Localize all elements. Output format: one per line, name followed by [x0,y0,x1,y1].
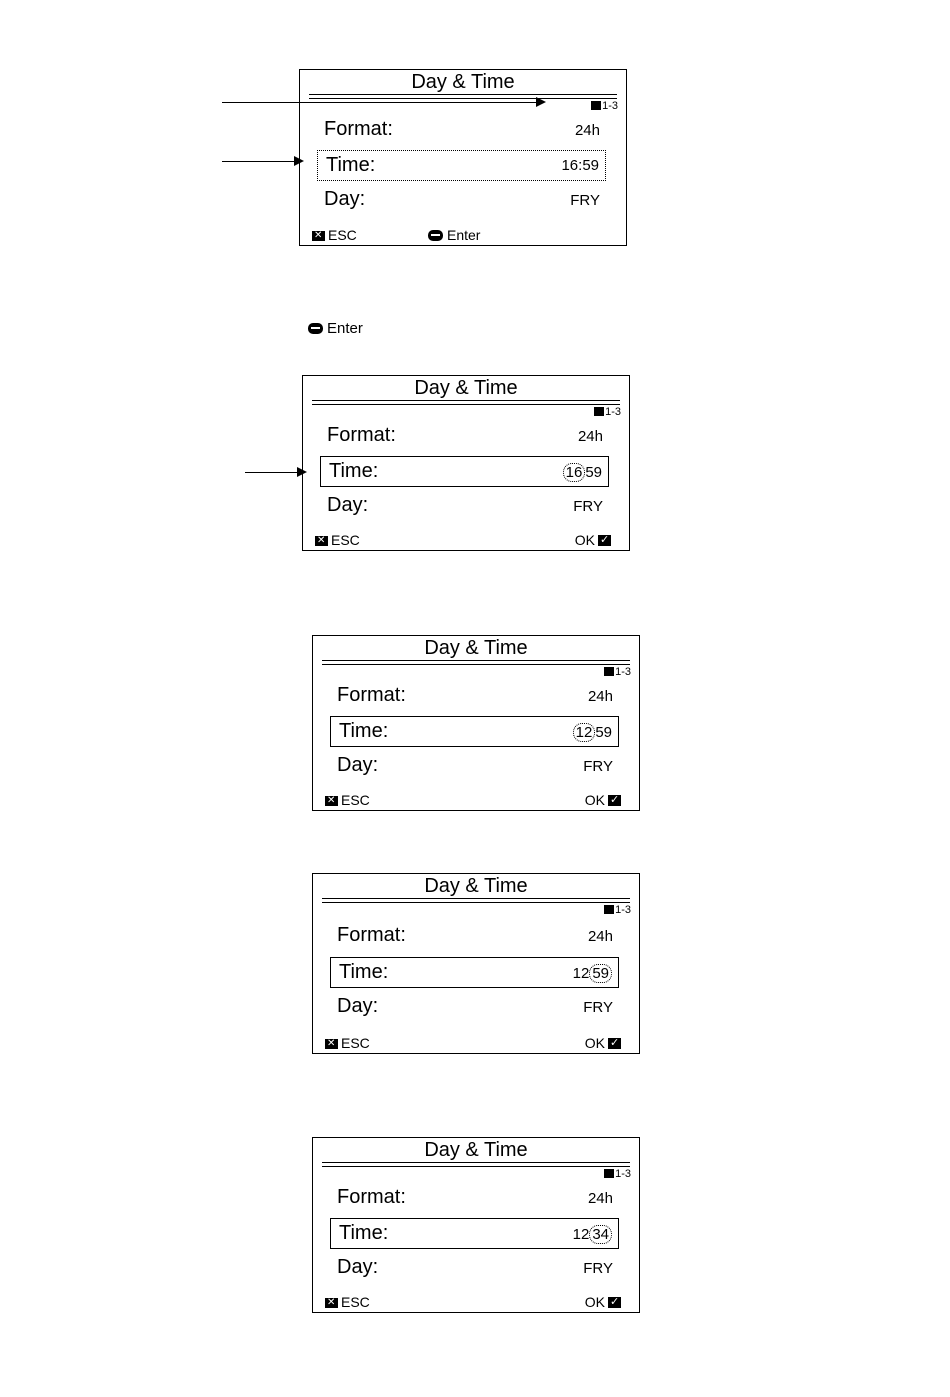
screen-3 [312,635,640,811]
esc-button[interactable]: ✕ESC [325,792,370,808]
time-label: Time: [339,961,389,983]
day-value[interactable]: FRY [573,498,603,515]
esc-icon [315,536,328,546]
format-value[interactable]: 24h [587,688,613,705]
pointer-arrow-time [245,472,305,473]
format-label: Format: [327,424,396,446]
ok-button[interactable]: OK✓ [585,1035,621,1051]
esc-icon [312,231,325,241]
screen-title: Day & Time [414,377,518,399]
ok-icon [608,795,621,806]
time-row[interactable] [330,716,619,747]
day-value[interactable]: FRY [583,1260,613,1277]
time-label: Time: [339,1222,389,1244]
day-label: Day: [327,494,369,516]
screen-5 [312,1137,640,1313]
format-label: Format: [324,118,393,140]
time-row[interactable] [330,1218,619,1249]
format-label: Format: [337,684,406,706]
page-indicator: 1-3 [604,1168,631,1180]
time-label: Time: [329,460,379,482]
screen-1 [299,69,627,246]
screen-title: Day & Time [424,875,528,897]
screen-2 [302,375,630,551]
esc-button[interactable]: ✕ESC [325,1035,370,1051]
time-label: Time: [339,720,389,742]
pointer-arrow-time [222,161,302,162]
day-value[interactable]: FRY [570,192,600,209]
hour-field[interactable]: 12 [572,1226,590,1243]
page-icon [594,407,604,416]
time-row[interactable] [317,150,606,181]
minute-field[interactable]: 59 [595,724,612,741]
ok-icon [608,1038,621,1049]
time-value[interactable] [573,723,612,742]
format-value[interactable]: 24h [577,428,603,445]
page-indicator: 1-3 [591,100,618,112]
format-value[interactable]: 24h [574,122,600,139]
hour-field[interactable]: 12 [573,723,596,742]
format-value[interactable]: 24h [587,1190,613,1207]
time-label: Time: [326,154,376,176]
day-label: Day: [324,188,366,210]
day-label: Day: [337,995,379,1017]
ok-icon [598,535,611,546]
page-icon [604,667,614,676]
esc-button[interactable]: ✕ESC [325,1294,370,1310]
ok-button[interactable]: OK✓ [585,1294,621,1310]
page-indicator: 1-3 [594,406,621,418]
enter-icon [308,323,323,334]
page-icon [591,101,601,110]
format-value[interactable]: 24h [587,928,613,945]
title-divider [309,94,617,99]
time-row[interactable] [330,957,619,988]
screen-4 [312,873,640,1054]
page-icon [604,905,614,914]
title-divider [312,400,620,405]
screen-title: Day & Time [424,637,528,659]
pointer-arrow-page [222,102,544,103]
day-label: Day: [337,1256,379,1278]
ok-icon [608,1297,621,1308]
title-divider [322,1162,630,1167]
time-row[interactable] [320,456,609,487]
time-value[interactable] [573,1225,612,1244]
page-indicator: 1-3 [604,666,631,678]
esc-icon [325,796,338,806]
page-icon [604,1169,614,1178]
ok-button[interactable]: OK✓ [585,792,621,808]
title-divider [322,660,630,665]
minute-field[interactable]: 34 [589,1225,612,1244]
time-value[interactable] [563,463,602,482]
enter-button[interactable]: Enter [428,227,480,243]
format-label: Format: [337,924,406,946]
time-value[interactable]: 16:59 [561,157,599,174]
minute-field[interactable]: 59 [589,964,612,983]
ok-button[interactable]: OK✓ [575,532,611,548]
day-value[interactable]: FRY [583,758,613,775]
hour-field[interactable]: 12 [572,965,590,982]
day-value[interactable]: FRY [583,999,613,1016]
format-label: Format: [337,1186,406,1208]
title-divider [322,898,630,903]
screen-title: Day & Time [424,1139,528,1161]
screen-title: Day & Time [411,71,515,93]
page-indicator: 1-3 [604,904,631,916]
enter-hint: Enter [308,320,363,338]
minute-field[interactable]: 59 [585,464,602,481]
hour-field[interactable]: 16 [563,463,586,482]
esc-button[interactable]: ✕ESC [312,227,357,243]
enter-icon [428,230,443,241]
esc-button[interactable]: ✕ESC [315,532,360,548]
time-value[interactable] [573,964,612,983]
esc-icon [325,1039,338,1049]
esc-icon [325,1298,338,1308]
day-label: Day: [337,754,379,776]
